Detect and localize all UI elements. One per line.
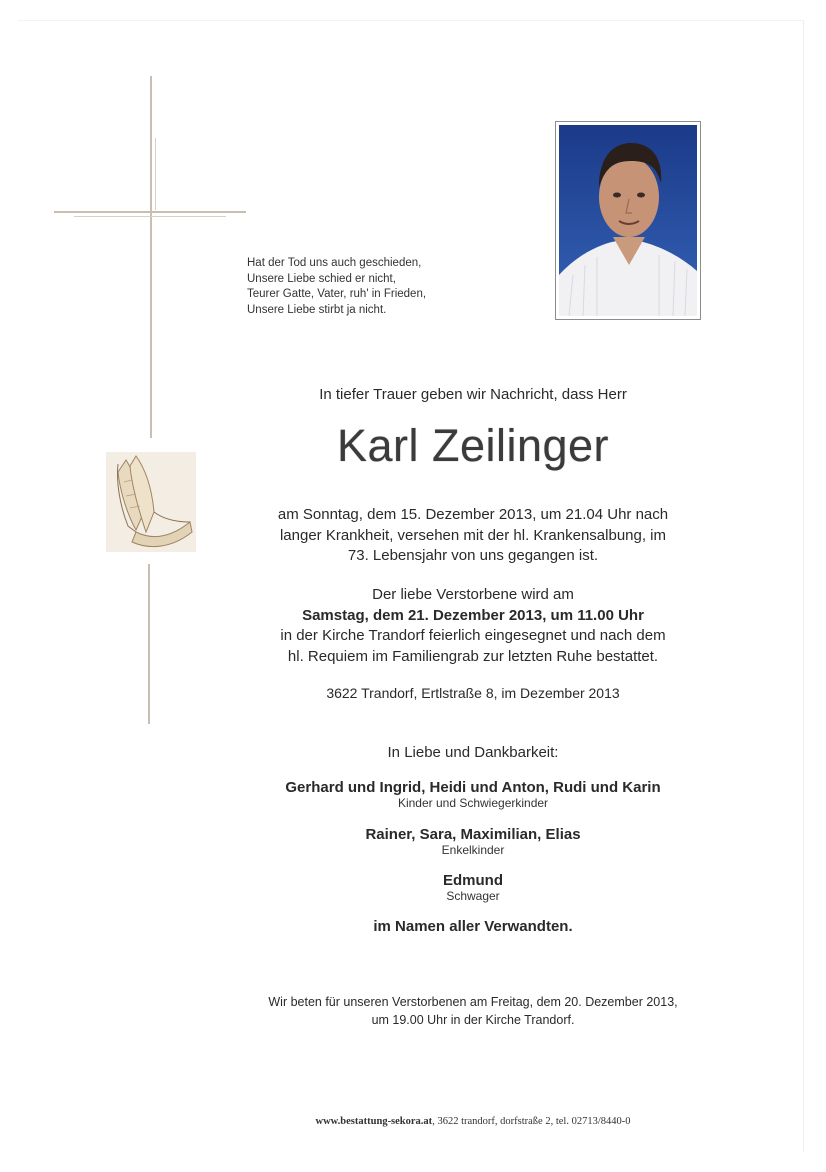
praying-hands-icon <box>106 452 196 552</box>
cross-vertical-bar <box>150 76 152 438</box>
family-names: Edmund <box>443 872 503 889</box>
death-notice-line: 73. Lebensjahr von uns gegangen ist. <box>347 547 599 564</box>
poem <box>247 256 426 318</box>
family-names: Gerhard und Ingrid, Heidi und Anton, Rudi und Karin <box>285 779 661 796</box>
funeral-line: Der liebe Verstorbene wird am <box>372 586 574 603</box>
intro-text: In tiefer Trauer geben wir Nachricht, dass Herr <box>319 386 627 403</box>
address-line: 3622 Trandorf, Ertlstraße 8, im Dezember 2013 <box>326 685 620 701</box>
poem-line: Unsere Liebe schied er nicht, <box>247 272 396 285</box>
family-group <box>180 779 766 810</box>
family-group <box>180 872 766 903</box>
family-group <box>180 826 766 857</box>
death-notice <box>220 505 726 567</box>
funeral-line: in der Kirche Trandorf feierlich eingesegnet und nach dem <box>280 627 666 644</box>
family-names: Rainer, Sara, Maximilian, Elias <box>365 826 581 843</box>
portrait-figure <box>559 125 697 316</box>
death-notice-line: am Sonntag, dem 15. Dezember 2013, um 21.04 Uhr nach <box>277 506 669 523</box>
portrait-photo <box>559 125 697 316</box>
poem-line: Teurer Gatte, Vater, ruh' in Frieden, <box>247 288 427 300</box>
family-relation: Enkelkinder <box>441 843 505 857</box>
prayer-notice <box>200 993 746 1029</box>
closing-line: im Namen aller Verwandten. <box>373 918 573 935</box>
portrait-photo-frame <box>555 121 701 320</box>
cross-lower-bar <box>148 564 150 724</box>
footer <box>200 1116 746 1127</box>
prayer-line: um 19.00 Uhr in der Kirche Trandorf. <box>371 1013 575 1027</box>
poem-line: Unsere Liebe stirbt ja nicht. <box>247 303 387 316</box>
funeral-date: Samstag, dem 21. Dezember 2013, um 11.00 Uhr <box>302 606 644 624</box>
family-relation: Kinder und Schwiegerkinder <box>397 796 549 810</box>
footer-website: www.bestattung-sekora.at <box>315 1116 433 1127</box>
funeral-line: hl. Requiem im Familiengrab zur letzten Ruhe bestattet. <box>287 647 659 665</box>
cross-horizontal-accent <box>74 216 226 217</box>
prayer-line: Wir beten für unseren Verstorbenen am Freitag, dem 20. Dezember 2013, <box>268 995 678 1009</box>
family-relation: Schwager <box>446 889 500 903</box>
cross-vertical-accent <box>155 138 156 210</box>
death-notice-line: langer Krankheit, versehen mit der hl. Krankensalbung, im <box>279 526 667 544</box>
cross-horizontal-bar <box>54 211 246 213</box>
funeral-info <box>220 585 726 667</box>
poem-line: Hat der Tod uns auch geschieden, <box>247 257 422 269</box>
footer-details: , 3622 trandorf, dorfstraße 2, tel. 02713/8440-0 <box>432 1116 631 1127</box>
deceased-name: Karl Zeilinger <box>336 420 610 471</box>
thanks-heading: In Liebe und Dankbarkeit: <box>387 744 559 761</box>
